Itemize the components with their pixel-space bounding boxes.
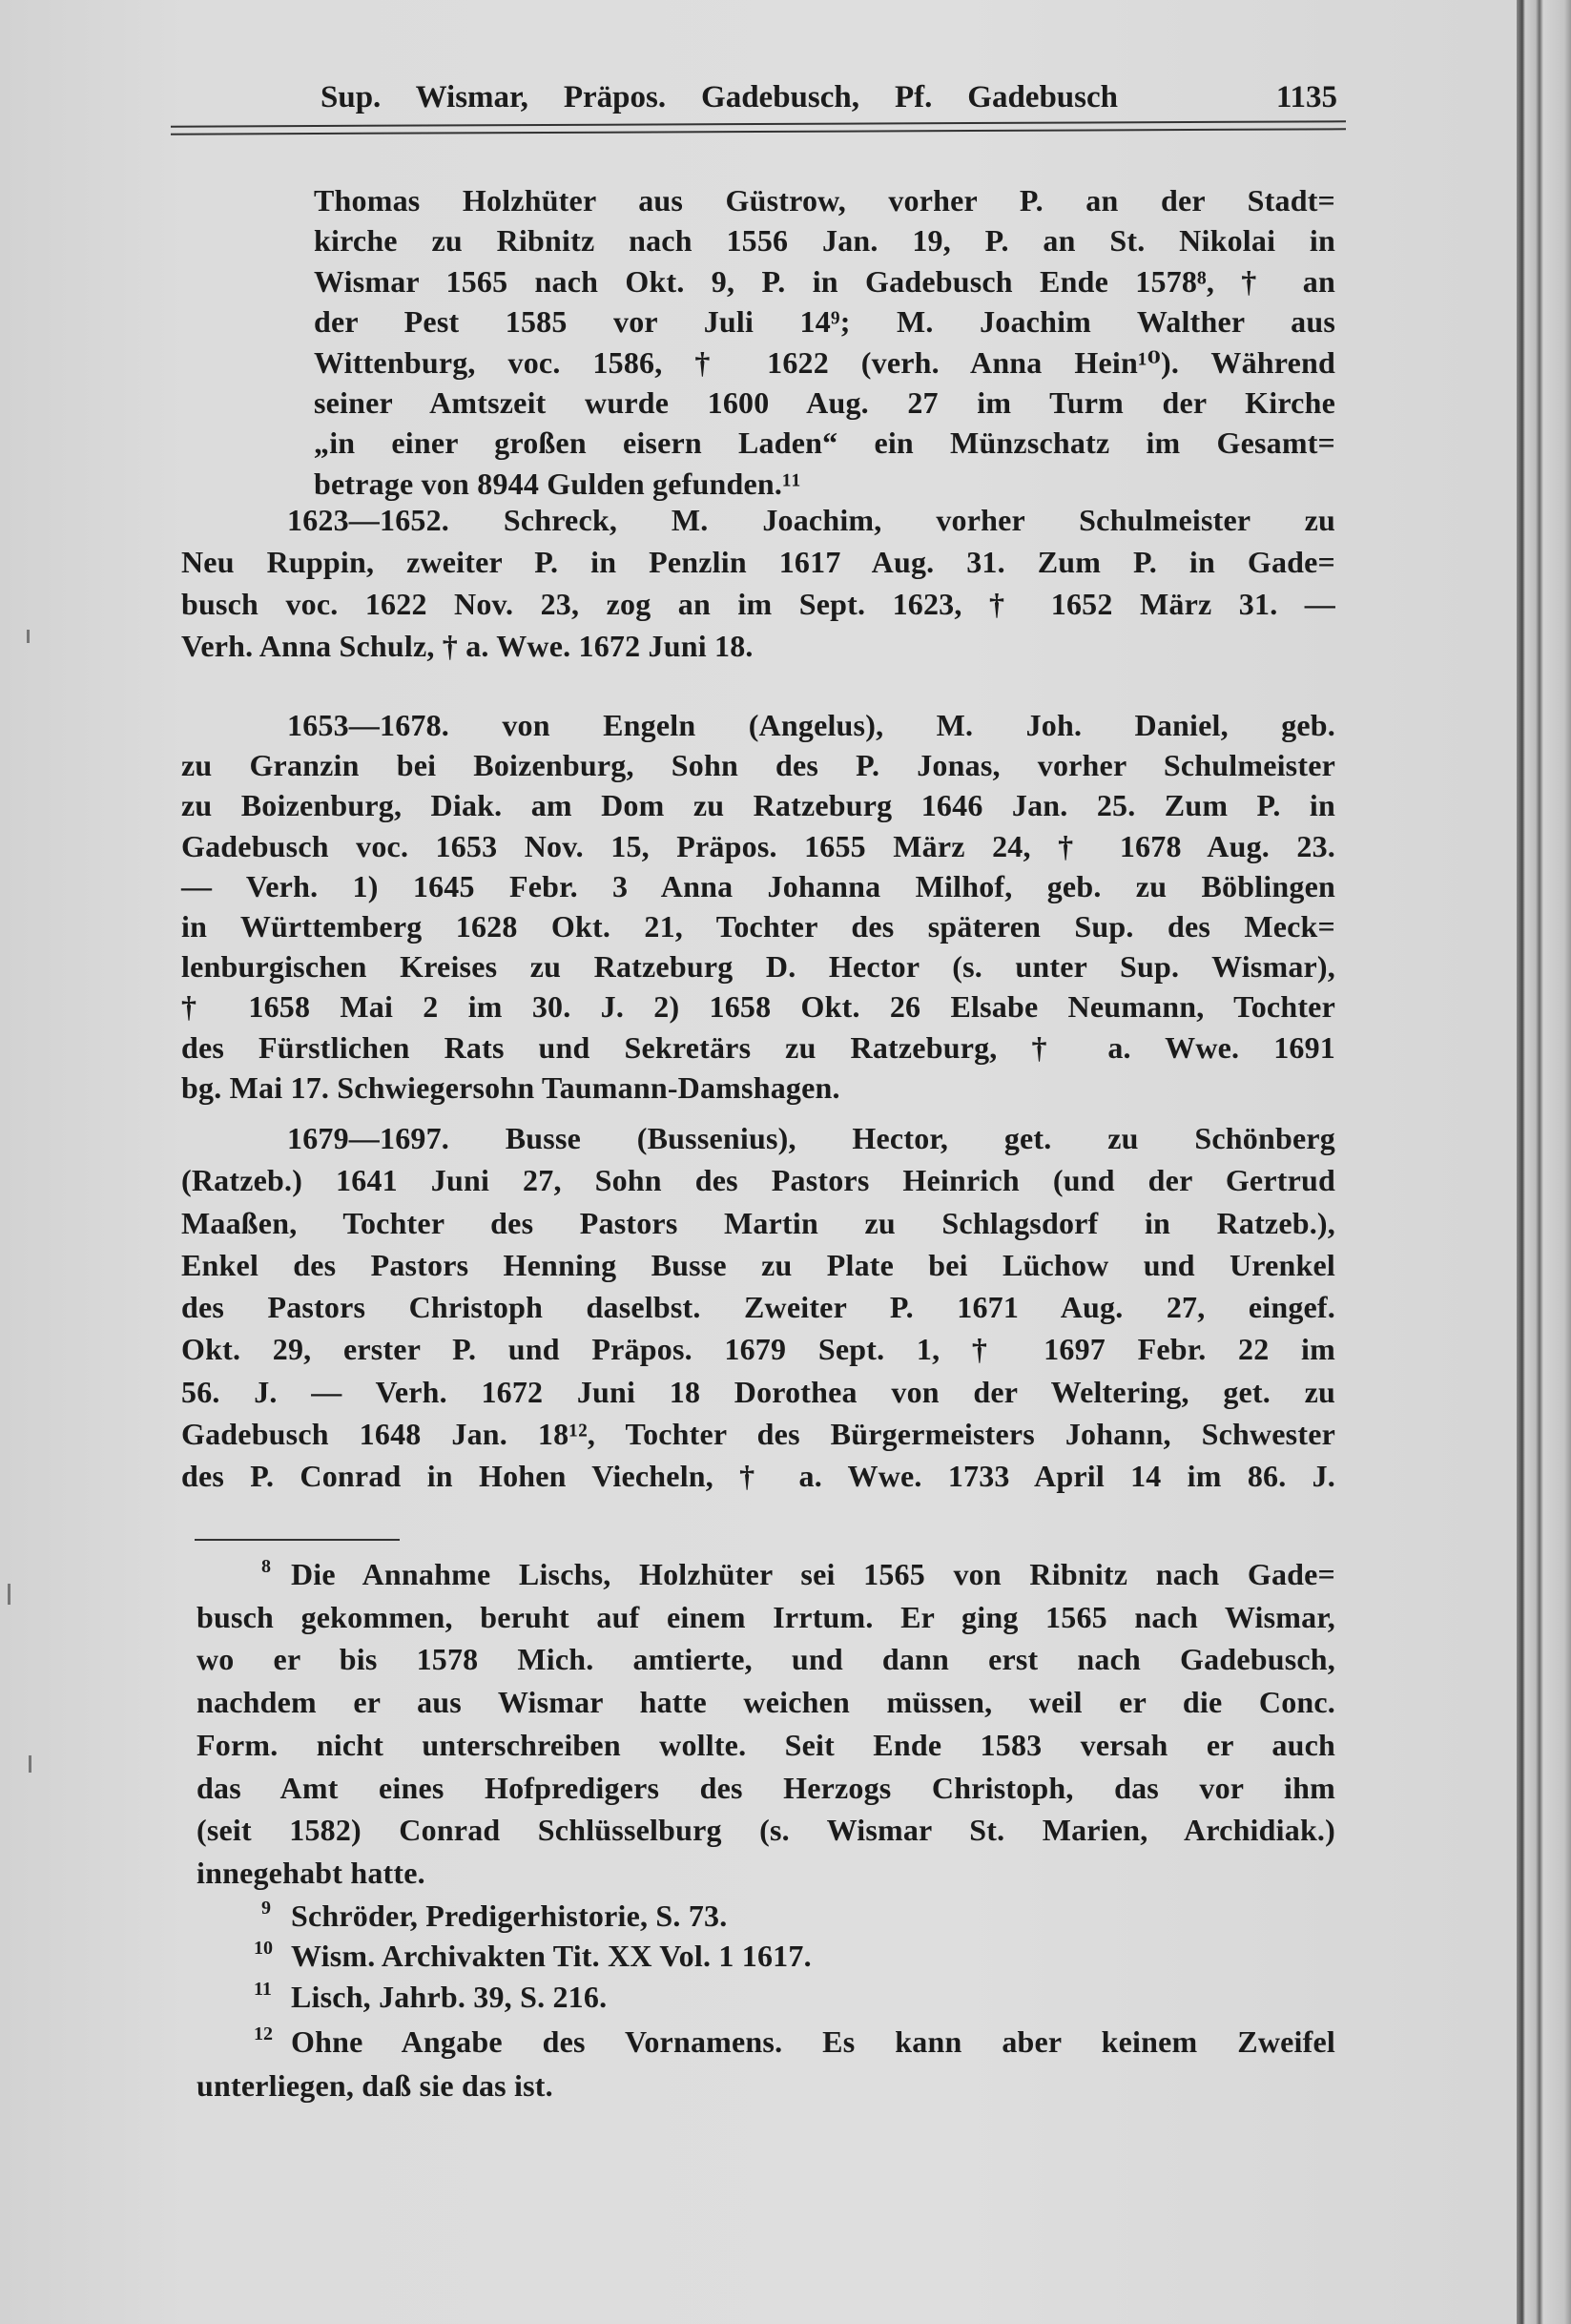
paragraph-line: Thomas Holzhüter aus Güstrow, vorher P. an der Stadt=	[314, 183, 1335, 218]
running-header: Sup. Wismar, Präpos. Gadebusch, Pf. Gadebusch	[320, 80, 1118, 114]
page-number: 1135	[1275, 80, 1337, 114]
paragraph-line: Enkel des Pastors Henning Busse zu Plate bei Lüchow und Urenkel	[181, 1247, 1335, 1282]
paragraph-line: 56. J. — Verh. 1672 Juni 18 Dorothea von der Weltering, get. zu	[181, 1374, 1335, 1409]
paragraph-line: des P. Conrad in Hohen Viecheln, † a. Wwe. 1733 April 14 im 86. J.	[181, 1459, 1335, 1493]
paragraph-line: Gadebusch 1648 Jan. 18¹², Tochter des Bürgermeisters Johann, Schwester	[181, 1416, 1335, 1451]
paragraph-line: 1623—1652. Schreck, M. Joachim, vorher Schulmeister zu	[287, 503, 1335, 537]
paragraph-line: lenburgischen Kreises zu Ratzeburg D. Hector (s. unter Sup. Wismar),	[181, 949, 1335, 985]
paragraph-line: 1653—1678. von Engeln (Angelus), M. Joh. Daniel, geb.	[287, 708, 1335, 742]
header-rule-top	[171, 120, 1346, 127]
paragraph-line: Verh. Anna Schulz, † a. Wwe. 1672 Juni 18.	[181, 629, 754, 663]
footnote-line: innegehabt hatte.	[196, 1855, 425, 1890]
paragraph-line: bg. Mai 17. Schwiegersohn Taumann-Damshagen.	[181, 1069, 840, 1105]
footnote-number: 9	[261, 1898, 271, 1919]
footnote-line: das Amt eines Hofpredigers des Herzogs Christoph, das vor ihm	[196, 1770, 1335, 1805]
paragraph-line: Gadebusch voc. 1653 Nov. 15, Präpos. 1655 März 24, † 1678 Aug. 23.	[181, 828, 1335, 863]
footnote-separator	[195, 1539, 400, 1541]
paragraph-line: Okt. 29, erster P. und Präpos. 1679 Sept. 1, † 1697 Febr. 22 im	[181, 1332, 1335, 1367]
paragraph-line: Neu Ruppin, zweiter P. in Penzlin 1617 Aug. 31. Zum P. in Gade=	[181, 545, 1335, 579]
footnote-line: wo er bis 1578 Mich. amtierte, und dann erst nach Gadebusch,	[196, 1642, 1335, 1677]
footnote-number: 8	[261, 1556, 271, 1577]
scan-speck	[8, 1584, 10, 1605]
paragraph-line: (Ratzeb.) 1641 Juni 27, Sohn des Pastors Heinrich (und der Gertrud	[181, 1163, 1335, 1198]
footnote-line: unterliegen, daß sie das ist.	[196, 2068, 553, 2103]
paragraph-line: busch voc. 1622 Nov. 23, zog an im Sept. 1623, † 1652 März 31. —	[181, 587, 1335, 621]
paragraph-line: zu Granzin bei Boizenburg, Sohn des P. Jonas, vorher Schulmeister	[181, 748, 1335, 783]
paragraph-line: betrage von 8944 Gulden gefunden.¹¹	[314, 466, 801, 501]
paragraph-line: Wismar 1565 nach Okt. 9, P. in Gadebusch Ende 1578⁸, † an	[314, 263, 1335, 299]
footnote-line: Wism. Archivakten Tit. XX Vol. 1 1617.	[291, 1939, 812, 1973]
paragraph-line: — Verh. 1) 1645 Febr. 3 Anna Johanna Milhof, geb. zu Böblingen	[181, 868, 1335, 903]
paragraph-line: 1679—1697. Busse (Bussenius), Hector, get. zu Schönberg	[287, 1121, 1335, 1155]
paragraph-line: in Württemberg 1628 Okt. 21, Tochter des späteren Sup. des Meck=	[181, 909, 1335, 944]
footnote-line: Form. nicht unterschreiben wollte. Seit Ende 1583 versah er auch	[196, 1727, 1335, 1762]
paragraph-line: zu Boizenburg, Diak. am Dom zu Ratzeburg 1646 Jan. 25. Zum P. in	[181, 788, 1335, 823]
book-binding-edge	[1517, 0, 1571, 2324]
paragraph-line: † 1658 Mai 2 im 30. J. 2) 1658 Okt. 26 Elsabe Neumann, Tochter	[181, 989, 1335, 1025]
header-rule-bottom	[171, 128, 1346, 135]
footnote-line: nachdem er aus Wismar hatte weichen müssen, weil er die Conc.	[196, 1685, 1335, 1720]
scan-speck	[29, 1755, 31, 1773]
paragraph-line: „in einer großen eisern Laden“ ein Münzschatz im Gesamt=	[314, 425, 1335, 461]
footnote-number: 10	[254, 1938, 273, 1959]
footnote-number: 11	[254, 1979, 272, 2000]
footnote-number: 12	[254, 2023, 273, 2044]
footnote-line: busch gekommen, beruht auf einem Irrtum. Er ging 1565 nach Wismar,	[196, 1599, 1335, 1634]
footnote-line: (seit 1582) Conrad Schlüsselburg (s. Wismar St. Marien, Archidiak.)	[196, 1813, 1335, 1848]
paragraph-line: des Fürstlichen Rats und Sekretärs zu Ratzeburg, † a. Wwe. 1691	[181, 1029, 1335, 1065]
scan-speck	[27, 630, 30, 643]
paragraph-line: seiner Amtszeit wurde 1600 Aug. 27 im Turm der Kirche	[314, 385, 1335, 420]
paragraph-line: der Pest 1585 vor Juli 14⁹; M. Joachim Walther aus	[314, 304, 1335, 340]
paragraph-line: Wittenburg, voc. 1586, † 1622 (verh. Anna Hein¹⁰). Während	[314, 344, 1335, 380]
paragraph-line: des Pastors Christoph daselbst. Zweiter P. 1671 Aug. 27, eingef.	[181, 1290, 1335, 1324]
footnote-line: Ohne Angabe des Vornamens. Es kann aber keinem Zweifel	[291, 2024, 1335, 2059]
paragraph-line: Maaßen, Tochter des Pastors Martin zu Schlagsdorf in Ratzeb.),	[181, 1205, 1335, 1240]
footnote-line: Schröder, Predigerhistorie, S. 73.	[291, 1899, 728, 1933]
footnote-line: Lisch, Jahrb. 39, S. 216.	[291, 1980, 608, 2014]
paragraph-line: kirche zu Ribnitz nach 1556 Jan. 19, P. an St. Nikolai in	[314, 223, 1335, 259]
footnote-line: Die Annahme Lischs, Holzhüter sei 1565 von Ribnitz nach Gade=	[291, 1557, 1335, 1591]
